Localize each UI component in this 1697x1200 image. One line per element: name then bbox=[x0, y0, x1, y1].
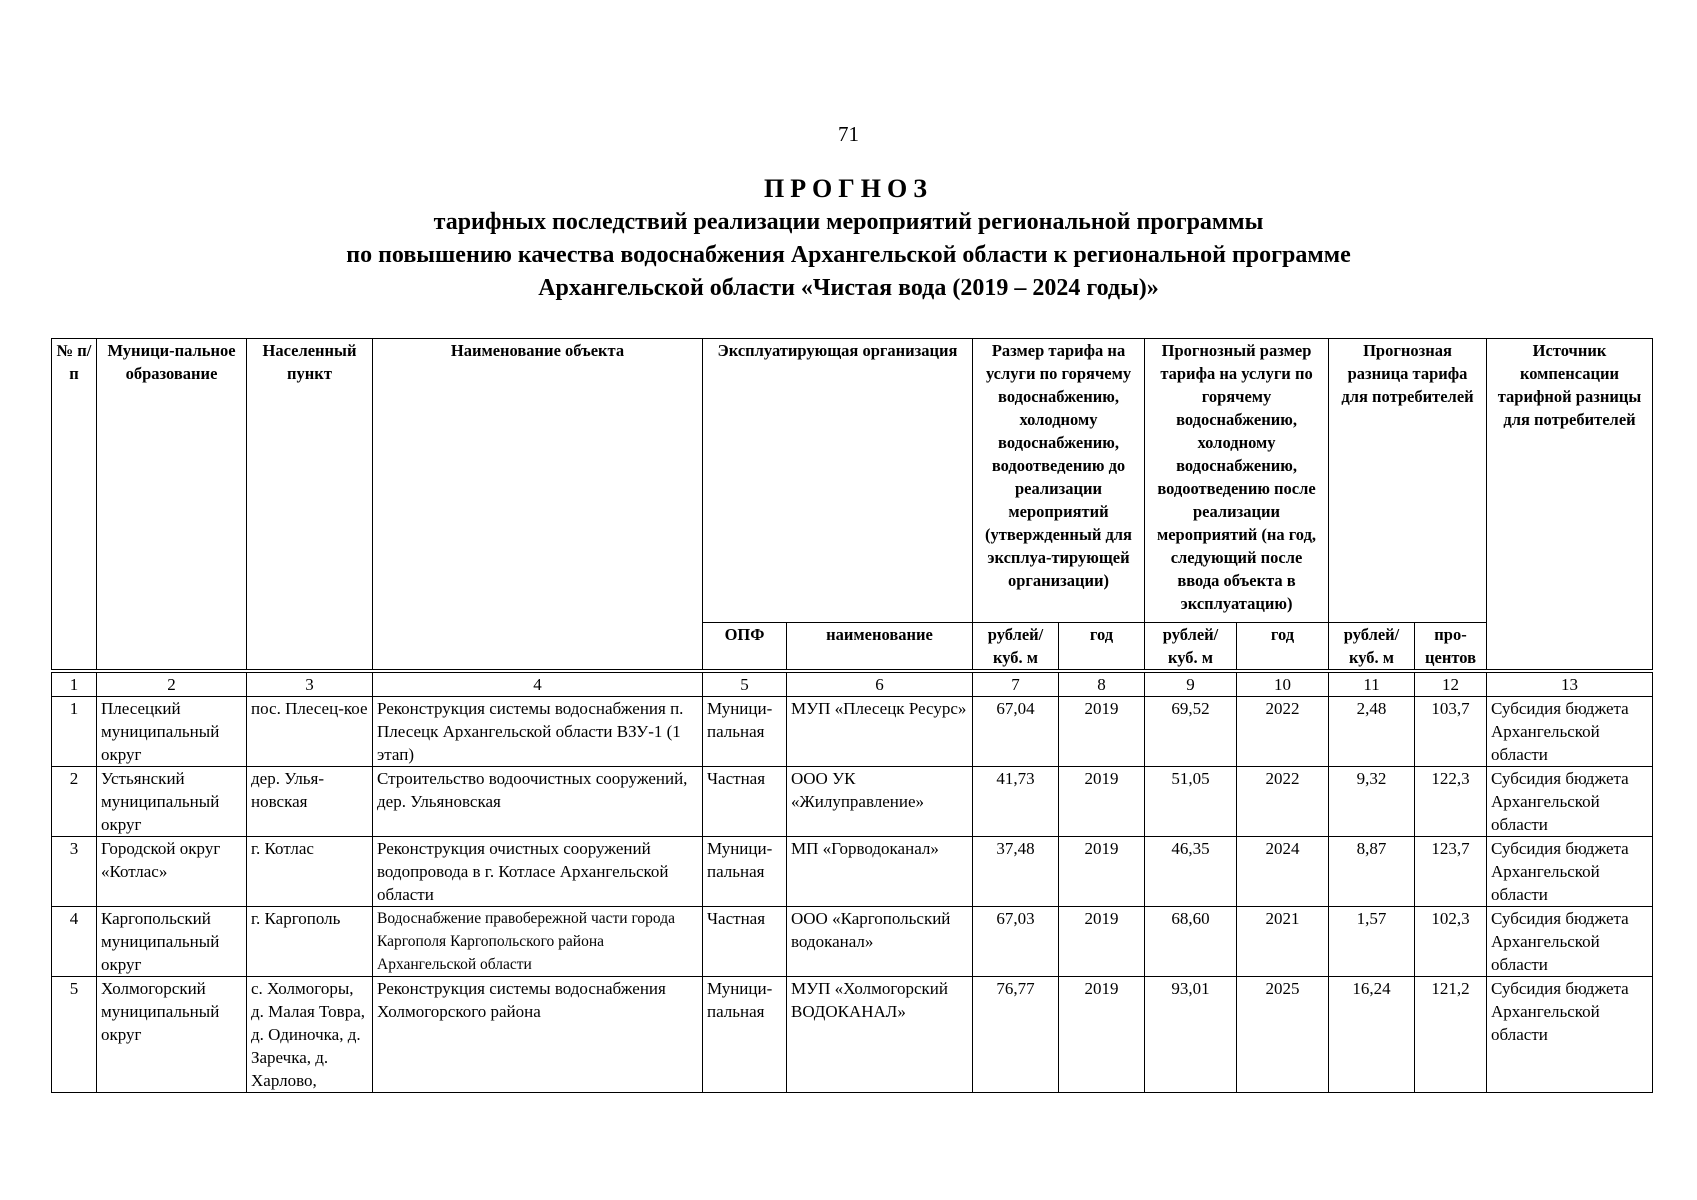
column-number: 11 bbox=[1329, 671, 1415, 697]
header-municipality: Муници-пальное образование bbox=[97, 339, 247, 672]
cell-org-name: МП «Горводоканал» bbox=[787, 837, 973, 907]
cell-tariff-before: 67,04 bbox=[973, 697, 1059, 767]
cell-tariff-after: 93,01 bbox=[1145, 977, 1237, 1093]
cell-tariff-before: 67,03 bbox=[973, 907, 1059, 977]
cell-num: 3 bbox=[52, 837, 97, 907]
cell-diff-pct: 102,3 bbox=[1415, 907, 1487, 977]
cell-opf: Частная bbox=[703, 907, 787, 977]
cell-org-name: МУП «Холмогорский ВОДОКАНАЛ» bbox=[787, 977, 973, 1093]
cell-diff-pct: 103,7 bbox=[1415, 697, 1487, 767]
column-number-row bbox=[52, 671, 1653, 697]
cell-source: Субсидия бюджета Архангельской области bbox=[1487, 907, 1653, 977]
header-opf: ОПФ bbox=[703, 623, 787, 672]
table-body bbox=[52, 671, 1653, 1093]
header-num: № п/п bbox=[52, 339, 97, 672]
header-rub-before: рублей/ куб. м bbox=[973, 623, 1059, 672]
table-row bbox=[52, 837, 1653, 907]
document-title bbox=[0, 172, 1697, 305]
column-number: 13 bbox=[1487, 671, 1653, 697]
header-tariff-before: Размер тарифа на услуги по горячему водоснабжению, холодному водоснабжению, водоотведению до реализации мероприятий (утвержденный для эксплуа-тирующей организации) bbox=[973, 339, 1145, 623]
cell-diff-rub: 16,24 bbox=[1329, 977, 1415, 1093]
cell-municipality: Городской округ «Котлас» bbox=[97, 837, 247, 907]
cell-municipality: Каргопольский муниципальный округ bbox=[97, 907, 247, 977]
cell-year-after: 2024 bbox=[1237, 837, 1329, 907]
cell-year-after: 2022 bbox=[1237, 697, 1329, 767]
cell-object: Водоснабжение правобережной части города Каргополя Каргопольского района Архангельской области bbox=[373, 907, 703, 977]
cell-tariff-before: 37,48 bbox=[973, 837, 1059, 907]
cell-tariff-after: 51,05 bbox=[1145, 767, 1237, 837]
cell-diff-rub: 9,32 bbox=[1329, 767, 1415, 837]
column-number: 1 bbox=[52, 671, 97, 697]
header-operator: Эксплуатирующая организация bbox=[703, 339, 973, 623]
header-rub-diff: рублей/ куб. м bbox=[1329, 623, 1415, 672]
cell-source: Субсидия бюджета Архангельской области bbox=[1487, 767, 1653, 837]
title-line-1: тарифных последствий реализации мероприятий региональной программы bbox=[433, 209, 1264, 235]
cell-diff-pct: 122,3 bbox=[1415, 767, 1487, 837]
cell-tariff-after: 68,60 bbox=[1145, 907, 1237, 977]
cell-year-before: 2019 bbox=[1059, 837, 1145, 907]
cell-year-before: 2019 bbox=[1059, 767, 1145, 837]
cell-opf: Муници-пальная bbox=[703, 837, 787, 907]
cell-diff-rub: 1,57 bbox=[1329, 907, 1415, 977]
cell-diff-rub: 2,48 bbox=[1329, 697, 1415, 767]
column-number: 3 bbox=[247, 671, 373, 697]
cell-tariff-after: 46,35 bbox=[1145, 837, 1237, 907]
column-number: 4 bbox=[373, 671, 703, 697]
header-tariff-after: Прогнозный размер тарифа на услуги по горячему водоснабжению, холодному водоснабжению, водоотведению после реализации мероприятий (на год, следующий после ввода объекта в эксплуатацию) bbox=[1145, 339, 1329, 623]
column-number: 12 bbox=[1415, 671, 1487, 697]
cell-settlement: г. Каргополь bbox=[247, 907, 373, 977]
header-year-before: год bbox=[1059, 623, 1145, 672]
cell-year-before: 2019 bbox=[1059, 907, 1145, 977]
table-row bbox=[52, 907, 1653, 977]
title-main: ПРОГНОЗ bbox=[764, 174, 933, 203]
header-source: Источник компенсации тарифной разницы для потребителей bbox=[1487, 339, 1653, 672]
cell-year-before: 2019 bbox=[1059, 697, 1145, 767]
cell-year-before: 2019 bbox=[1059, 977, 1145, 1093]
cell-tariff-before: 41,73 bbox=[973, 767, 1059, 837]
title-line-3: Архангельской области «Чистая вода (2019 – 2024 годы)» bbox=[538, 275, 1159, 301]
cell-org-name: ООО УК «Жилуправление» bbox=[787, 767, 973, 837]
cell-source: Субсидия бюджета Архангельской области bbox=[1487, 837, 1653, 907]
cell-opf: Муници-пальная bbox=[703, 697, 787, 767]
header-rub-after: рублей/ куб. м bbox=[1145, 623, 1237, 672]
table-row bbox=[52, 977, 1653, 1093]
cell-municipality: Холмогорский муниципальный округ bbox=[97, 977, 247, 1093]
cell-diff-pct: 121,2 bbox=[1415, 977, 1487, 1093]
page-number: 71 bbox=[838, 122, 859, 146]
column-number: 10 bbox=[1237, 671, 1329, 697]
table-header bbox=[52, 339, 1653, 672]
cell-source: Субсидия бюджета Архангельской области bbox=[1487, 977, 1653, 1093]
cell-num: 1 bbox=[52, 697, 97, 767]
cell-diff-rub: 8,87 bbox=[1329, 837, 1415, 907]
cell-org-name: ООО «Каргопольский водоканал» bbox=[787, 907, 973, 977]
header-org-name: наименование bbox=[787, 623, 973, 672]
header-settlement: Населенный пункт bbox=[247, 339, 373, 672]
column-number: 8 bbox=[1059, 671, 1145, 697]
cell-object: Реконструкция системы водоснабжения Холмогорского района bbox=[373, 977, 703, 1093]
cell-source: Субсидия бюджета Архангельской области bbox=[1487, 697, 1653, 767]
column-number: 5 bbox=[703, 671, 787, 697]
header-difference: Прогнозная разница тарифа для потребителей bbox=[1329, 339, 1487, 623]
cell-year-after: 2021 bbox=[1237, 907, 1329, 977]
cell-opf: Частная bbox=[703, 767, 787, 837]
header-object: Наименование объекта bbox=[373, 339, 703, 672]
cell-settlement: дер. Улья-новская bbox=[247, 767, 373, 837]
cell-settlement: пос. Плесец-кое bbox=[247, 697, 373, 767]
cell-object: Реконструкция очистных сооружений водопровода в г. Котласе Архангельской области bbox=[373, 837, 703, 907]
cell-municipality: Устьянский муниципальный округ bbox=[97, 767, 247, 837]
table-row bbox=[52, 767, 1653, 837]
forecast-table bbox=[51, 338, 1653, 1093]
cell-num: 4 bbox=[52, 907, 97, 977]
cell-object: Строительство водоочистных сооружений, дер. Ульяновская bbox=[373, 767, 703, 837]
cell-tariff-after: 69,52 bbox=[1145, 697, 1237, 767]
column-number: 6 bbox=[787, 671, 973, 697]
cell-year-after: 2025 bbox=[1237, 977, 1329, 1093]
header-percent: про-центов bbox=[1415, 623, 1487, 672]
header-year-after: год bbox=[1237, 623, 1329, 672]
cell-num: 5 bbox=[52, 977, 97, 1093]
cell-municipality: Плесецкий муниципальный округ bbox=[97, 697, 247, 767]
cell-org-name: МУП «Плесецк Ресурс» bbox=[787, 697, 973, 767]
cell-settlement: г. Котлас bbox=[247, 837, 373, 907]
cell-diff-pct: 123,7 bbox=[1415, 837, 1487, 907]
title-line-2: по повышению качества водоснабжения Архангельской области к региональной программе bbox=[346, 242, 1351, 268]
cell-object: Реконструкция системы водоснабжения п. Плесецк Архангельской области ВЗУ-1 (1 этап) bbox=[373, 697, 703, 767]
column-number: 7 bbox=[973, 671, 1059, 697]
cell-tariff-before: 76,77 bbox=[973, 977, 1059, 1093]
cell-opf: Муници-пальная bbox=[703, 977, 787, 1093]
table-row bbox=[52, 697, 1653, 767]
cell-year-after: 2022 bbox=[1237, 767, 1329, 837]
cell-num: 2 bbox=[52, 767, 97, 837]
column-number: 9 bbox=[1145, 671, 1237, 697]
cell-settlement: с. Холмогоры, д. Малая Товра, д. Одиночка, д. Заречка, д. Харлово, bbox=[247, 977, 373, 1093]
column-number: 2 bbox=[97, 671, 247, 697]
